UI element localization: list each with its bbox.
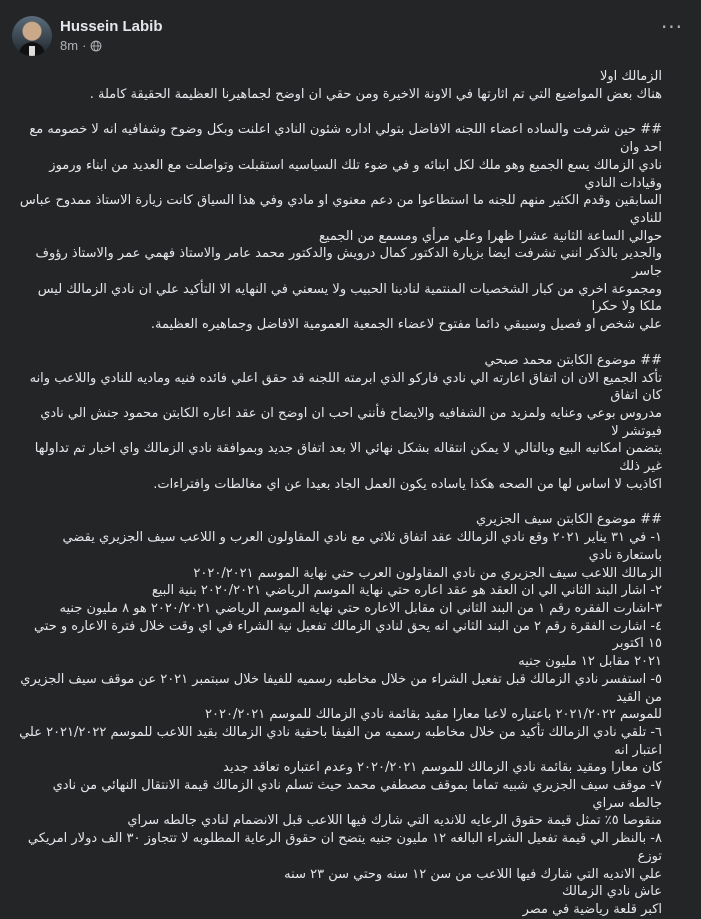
avatar[interactable] xyxy=(12,16,52,56)
post-line: كان معارا ومقيد بقائمة نادي الزمالك للموسم ٢٠٢٠/٢٠٢١ وعدم اعتباره تعاقد جديد xyxy=(223,760,662,776)
post-line: ٢٠٢١ مقابل ١٢ مليون جنيه xyxy=(518,654,662,670)
post-line: حوالي الساعة الثانية عشرا ظهرا وعلي مرأي ومسمع من الجميع xyxy=(319,228,662,244)
post-line: السابقين وقدم الكثير منهم للجنه ما استطاعوا من دعم معنوي او مادي وفي هذا السياق كانت زيارة الاستاذ ممدوح عباس للنادي xyxy=(19,193,662,226)
post-line: عاش نادي الزمالك xyxy=(562,884,662,900)
post-line: اكبر قلعة رياضية في مصر xyxy=(522,901,662,917)
post-line: ٤- اشارت الفقرة رقم ٢ من البند الثاني انه يحق لنادي الزمالك تفعيل نية الشراء في اي وقت خلال فترة الاعاره و حتي ١٥ اكتوبر xyxy=(33,618,662,652)
post-line: ## موضوع الكابتن محمد صبحي xyxy=(484,352,662,368)
post-line: منقوصا ٥٪ تمثل قيمة حقوق الرعايه للانديه التي شارك فيها اللاعب قبل الانضمام لنادي جالطه سراي xyxy=(127,813,662,829)
post-line: ومجموعة اخري من كبار الشخصيات المنتمية لنادينا الحبيب ولا يسعني في النهايه الا التأكيد علي ان نادي الزمالك ليس ملكا ولا حكرا xyxy=(37,281,662,315)
post-line: يتضمن امكانيه البيع وبالتالي لا يمكن انتقاله بشكل نهائي الا بعد اتفاق جديد وبموافقة نادي الزمالك واي اخبار تم تداولها غير ذلك xyxy=(34,441,662,475)
post-line: اكاذيب لا اساس لها من الصحه هكذا ياساده يكون العمل الجاد بعيدا عن اي مغالطات وافتراءات. xyxy=(153,476,662,492)
post-line: ١- في ٣١ يناير ٢٠٢١ وقع نادي الزمالك عقد اتفاق ثلاثي مع نادي المقاولون العرب و اللاعب سيف الجزيري يقضي باستعارة نادي xyxy=(62,530,662,563)
more-options-icon[interactable]: ··· xyxy=(660,15,684,39)
avatar-shirt-shape xyxy=(29,46,35,56)
post-line: علي الانديه التي شارك فيها اللاعب من سن ١٢ سنه وحتي سن ٢٣ سنه xyxy=(284,866,662,882)
post-paragraph xyxy=(16,68,662,103)
post-paragraph xyxy=(16,352,662,494)
post-line: ٢- اشار البند الثاني الي ان العقد هو عقد اعاره حتي نهاية الموسم الرياضي ٢٠٢٠/٢٠٢١ بنية البيع xyxy=(151,583,662,599)
post-paragraph xyxy=(16,511,662,918)
post-line: للموسم ٢٠٢١/٢٠٢٢ باعتباره لاعبا معارا مقيد بقائمة نادي الزمالك للموسم ٢٠٢٠/٢٠٢١ xyxy=(205,707,662,723)
post-line: والجدير بالذكر انني تشرفت ايضا بزيارة الدكتور كمال درويش والدكتور محمد عامر والاستاذ فهمي عمر والاستاذ رؤوف جاسر xyxy=(35,246,662,280)
post-subline xyxy=(60,38,163,54)
post-line: الزمالك اولا xyxy=(599,69,662,84)
post-line: تأكد الجميع الان ان اتفاق اعارته الي نادي فاركو الذي ابرمته اللجنه قد حقق اعلي فائده فنيه وماديه للنادي واللاعب وانه كان اتفاق xyxy=(29,370,662,404)
post-text xyxy=(16,68,662,919)
post-line: ٧- موقف سيف الجزيري شبيه تماما بموقف مصطفي محمد حيث تسلم نادي الزمالك قيمة الانتقال النهائي من نادي جالطه سراي xyxy=(52,778,662,811)
author-name[interactable]: Hussein Labib xyxy=(60,18,163,35)
post-timestamp[interactable]: 8m xyxy=(60,38,79,53)
post-line: علي شخص او فصيل وسيبقي دائما مفتوح لاعضاء الجمعية العمومية الافاضل وجماهيره العظيمة. xyxy=(150,317,662,333)
post-meta xyxy=(60,18,163,54)
post-line: ٣-اشارت الفقره رقم ١ من البند الثاني ان مقابل الاعاره حتي نهاية الموسم الرياضي ٢٠٢٠/٢٠٢١ هو ٨ مليون جنيه xyxy=(59,600,662,616)
post-line: مدروس بوعي وعنايه ولمزيد من الشفافيه والايضاح فأنني احب ان اوضح ان عقد اعاره الكابتن محمود جنش الي نادي فيوتشر لا xyxy=(40,405,662,439)
separator-dot: · xyxy=(82,38,87,53)
post-line: هناك بعض المواضيع التي تم اثارتها في الاونة الاخيرة ومن حقي ان اوضح لجماهيرنا العظيمة الحقيقة كاملة . xyxy=(89,86,662,102)
post-line: نادي الزمالك يسع الجميع وهو ملك لكل ابنائه و في ضوء تلك السياسيه استقبلت وتواصلت مع العديد من ابناء ورموز وقيادات النادي xyxy=(49,157,662,191)
post-header xyxy=(12,16,163,56)
post-line: الزمالك اللاعب سيف الجزيري من نادي المقاولون العرب حتي نهاية الموسم ٢٠٢٠/٢٠٢١ xyxy=(193,565,662,581)
post-paragraph xyxy=(16,121,662,333)
post-line: ٦- تلقي نادي الزمالك تأكيد من خلال مخاطبه رسميه من الفيفا باحقية نادي الزمالك بقيد اللاعب للموسم ٢٠٢١/٢٠٢٢ علي اعتبار انه xyxy=(19,724,662,758)
post-line: ٥- استفسر نادي الزمالك قبل تفعيل الشراء من خلال مخاطبه رسميه للفيفا خلال سبتمبر ٢٠٢١ عن موقف سيف الجزيري من القيد xyxy=(20,671,662,705)
post-line: ٨- بالنظر الي قيمة تفعيل الشراء البالغه ١٢ مليون جنيه يتضح ان حقوق الرعاية المطلوبه لا تتجاوز ٣٠ الف دولار امريكي توزع xyxy=(27,831,662,864)
post-line: ## حين شرفت والساده اعضاء اللجنه الافاضل بتولي اداره شئون النادي اعلنت وبكل وضوح وشفافيه انه لا خصومه مع احد وان xyxy=(29,122,662,156)
globe-icon xyxy=(90,40,102,52)
post-line: ## موضوع الكابتن سيف الجزيري xyxy=(475,512,662,528)
